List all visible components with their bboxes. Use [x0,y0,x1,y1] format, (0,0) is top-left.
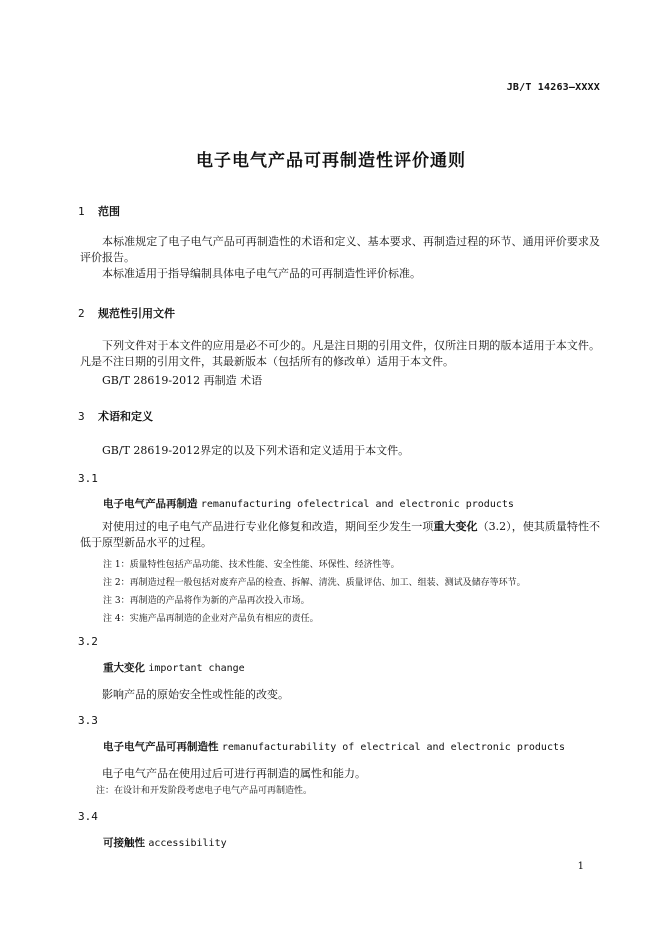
section-2-heading [78,305,175,321]
term-zh: 电子电气产品再制造 [103,498,198,510]
section-number: 3 [78,410,85,423]
section-2-paragraph: 下列文件对于本文件的应用是必不可少的。凡是注日期的引用文件，仅所注日期的版本适用于本文件。凡是不注日期的引用文件，其最新版本（包括所有的修改单）适用于本文件。 [80,339,600,368]
term-3-1 [103,496,514,511]
term-zh: 可接触性 [103,837,145,849]
term-zh: 电子电气产品可再制造性 [103,741,219,753]
term-3-1-note-2: 注 2：再制造过程一般包括对废弃产品的检查、拆解、清洗、质量评估、加工、组装、测试及储存等环节。 [103,578,526,588]
term-zh: 重大变化 [103,662,145,674]
term-en: remanufacturability of electrical and electronic products [221,742,566,753]
term-3-1-note-4: 注 4：实施产品再制造的企业对产品负有相应的责任。 [103,614,319,624]
term-3-3-number: 3.3 [78,714,98,727]
section-number: 2 [78,307,85,320]
section-3-heading [78,408,153,424]
term-3-1-note-3: 注 3：再制造的产品将作为新的产品再次投入市场。 [103,596,310,606]
section-1-heading [78,203,120,219]
term-3-1-definition [80,519,600,551]
page-number: 1 [577,861,584,872]
term-en: important change [148,663,245,674]
document-title: 电子电气产品可再制造性评价通则 [196,151,466,171]
definition-text: （3.2），使其质量特性不低于原型新品水平的过程。 [80,520,601,549]
standard-number: JB/T 14263—XXXX [506,82,600,93]
normative-reference: GB/T 28619-2012 再制造 术语 [102,374,263,387]
term-3-1-note-1: 注 1：质量特性包括产品功能、技术性能、安全性能、环保性、经济性等。 [103,560,400,570]
term-3-2-definition: 影响产品的原始安全性或性能的改变。 [102,688,289,701]
section-1-paragraph-1: 本标准规定了电子电气产品可再制造性的术语和定义、基本要求、再制造过程的环节、通用评价要求及评价报告。 [80,235,600,264]
section-3-intro: GB/T 28619-2012界定的以及下列术语和定义适用于本文件。 [102,444,410,457]
section-1-paragraph-2: 本标准适用于指导编制具体电子电气产品的可再制造性评价标准。 [102,267,421,280]
section-title: 规范性引用文件 [98,307,175,320]
section-title: 范围 [98,205,120,218]
term-3-2-number: 3.2 [78,635,98,648]
term-en: accessibility [148,838,227,849]
term-3-2 [103,660,245,675]
term-3-3 [103,739,565,754]
definition-text: 对使用过的电子电气产品进行专业化修复和改造，期间至少发生一项 [102,520,434,533]
term-3-3-note: 注：在设计和开发阶段考虑电子电气产品可再制造性。 [96,786,313,796]
section-title: 术语和定义 [98,410,153,423]
section-number: 1 [78,205,85,218]
definition-bold-term: 重大变化 [433,520,478,533]
term-3-4 [103,835,227,850]
term-3-3-definition: 电子电气产品在使用过后可进行再制造的属性和能力。 [102,767,366,780]
term-3-4-number: 3.4 [78,810,98,823]
term-en: remanufacturing ofelectrical and electronic products [200,499,514,510]
term-3-1-number: 3.1 [78,472,98,485]
